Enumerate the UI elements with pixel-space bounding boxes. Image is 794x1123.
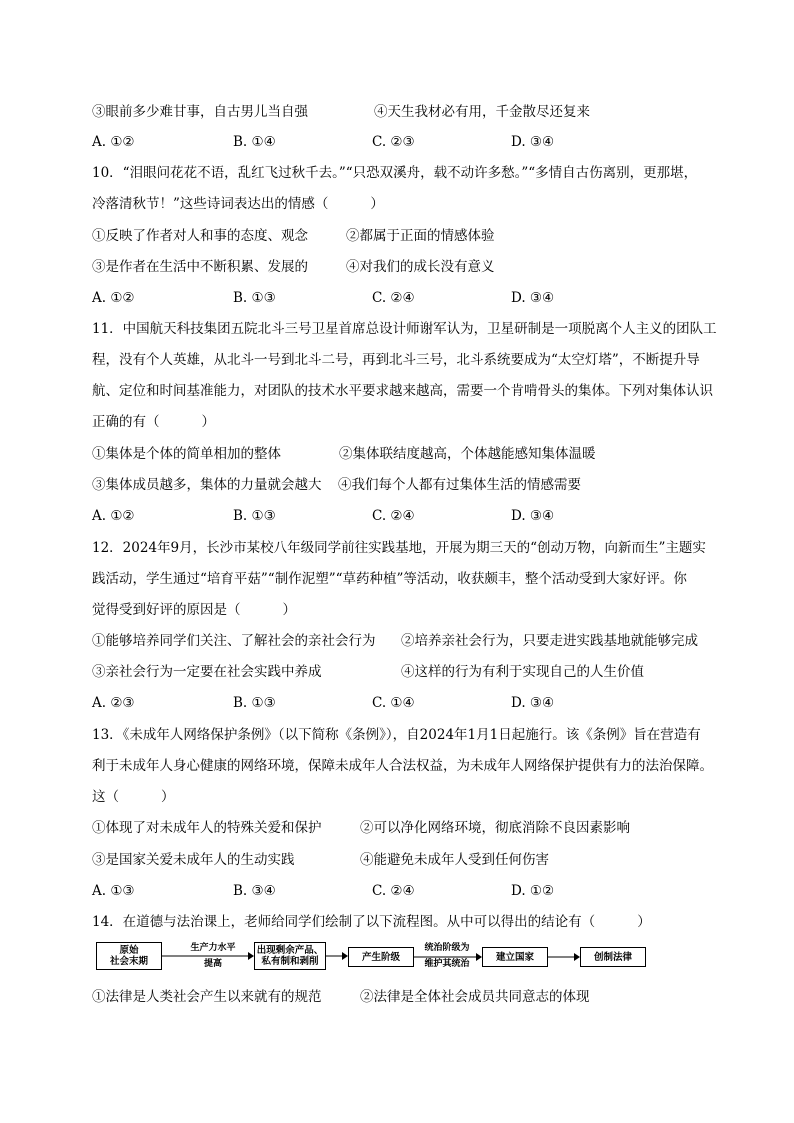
q12-option-a[interactable]: A. ②③: [92, 695, 135, 711]
flow-arrow-2: [326, 950, 348, 962]
flow-box-surplus-private: 出现剩余产品、 私有制和剥削: [254, 942, 326, 970]
q12-stem-line2: 践活动，学生通过“培育平菇”“制作泥塑”“草药种植”等活动，收获颇丰，整个活动受到大家好评。你: [92, 571, 687, 587]
q10-option-a[interactable]: A. ①②: [92, 290, 135, 306]
q11-option-a[interactable]: A. ①②: [92, 508, 135, 524]
q12-stmt4: ④这样的行为有利于实现自己的人生价值: [401, 664, 644, 680]
q10-stmt1: ①反映了作者对人和事的态度、观念: [92, 228, 308, 244]
q10-stmt2: ②都属于正面的情感体验: [346, 228, 495, 244]
q13-option-a[interactable]: A. ①③: [92, 883, 135, 899]
q13-stmt2: ②可以净化网络环境，彻底消除不良因素影响: [360, 820, 630, 836]
flow-box-primitive-society: 原始 社会末期: [96, 942, 162, 970]
q10-option-d[interactable]: D. ③④: [511, 290, 555, 306]
q11-option-c[interactable]: C. ②④: [372, 508, 415, 524]
q10-stmt4: ④对我们的成长没有意义: [346, 259, 495, 275]
q11-stmt2: ②集体联结度越高，个体越能感知集体温暖: [339, 446, 596, 462]
flow-box-classes: 产生阶级: [348, 947, 414, 967]
flow-box-law: 创制法律: [580, 947, 646, 967]
q13-option-d[interactable]: D. ①②: [511, 883, 555, 899]
q10-stmt3: ③是作者在生活中不断积累、发展的: [92, 259, 308, 275]
q12-stem-line1: 12．2024年9月，长沙市某校八年级同学前往实践基地，开展为期三天的“创动万物，向新而生”主题实: [92, 540, 706, 556]
q9-option-b[interactable]: B. ①④: [233, 134, 276, 150]
q14-stmt2: ②法律是全体社会成员共同意志的体现: [360, 989, 590, 1005]
q14-stem-line1: 14．在道德与法治课上，老师给同学们绘制了以下流程图。从中可以得出的结论有（ ）: [92, 914, 651, 930]
q11-stmt3: ③集体成员越多，集体的力量就会越大: [92, 477, 322, 493]
q12-stmt2: ②培养亲社会行为，只要走进实践基地就能够完成: [401, 633, 698, 649]
q12-option-d[interactable]: D. ③④: [511, 695, 555, 711]
q13-stem-line3: 这（ ）: [92, 789, 175, 805]
flow-arrow-3: [414, 951, 482, 963]
q11-stem-line3: 航、定位和时间基准能力，对团队的技术水平要求越来越高，需要一个肯啃骨头的集体。下列对集体认识: [92, 383, 713, 399]
q10-stem-line1: 10．“泪眼问花花不语，乱红飞过秋千去。”“只恐双溪舟，载不动许多愁。”“多情自古伤离别，更那堪，: [92, 165, 698, 181]
q12-stmt3: ③亲社会行为一定要在社会实践中养成: [92, 664, 322, 680]
q13-option-c[interactable]: C. ②④: [372, 883, 415, 899]
q12-option-b[interactable]: B. ①③: [233, 695, 276, 711]
q9-option-c[interactable]: C. ②③: [372, 134, 415, 150]
q9-statements-row2: [92, 103, 308, 121]
q9-stmt3: ③眼前多少难甘事，自古男儿当自强: [92, 104, 308, 120]
q14-stmt1: ①法律是人类社会产生以来就有的规范: [92, 989, 322, 1005]
q9-option-a[interactable]: A. ①②: [92, 134, 135, 150]
flow-label-ruling-class: 统治阶级为 维护其统治: [424, 943, 470, 969]
q13-stmt4: ④能避免未成年人受到任何伤害: [360, 852, 549, 868]
q13-stem-line2: 利于未成年人身心健康的网络环境，保障未成年人合法权益，为未成年人网络保护提供有力的法治保障。: [92, 758, 713, 774]
q12-stmt1: ①能够培养同学们关注、了解社会的亲社会行为: [92, 633, 376, 649]
q13-option-b[interactable]: B. ③④: [233, 883, 276, 899]
q11-stmt1: ①集体是个体的简单相加的整体: [92, 446, 281, 462]
q13-stmt1: ①体现了对未成年人的特殊关爱和保护: [92, 820, 322, 836]
q10-option-c[interactable]: C. ②④: [372, 290, 415, 306]
q13-stem-line1: 13．《未成年人网络保护条例》（以下简称《条例》），自2024年1月1日起施行。该《条例》旨在营造有: [92, 727, 701, 743]
q11-stem-line4: 正确的有（ ）: [92, 414, 215, 430]
q11-stem-line2: 程，没有个人英雄，从北斗一号到北斗二号，再到北斗三号，北斗系统要成为“太空灯塔”，不断提升导: [92, 352, 700, 368]
q11-stem-line1: 11．中国航天科技集团五院北斗三号卫星首席总设计师谢军认为，卫星研制是一项脱离个人主义的团队工: [92, 321, 717, 337]
q10-option-b[interactable]: B. ①③: [233, 290, 276, 306]
flow-arrow-1: [162, 950, 254, 962]
q11-option-d[interactable]: D. ③④: [511, 508, 555, 524]
q13-stmt3: ③是国家关爱未成年人的生动实践: [92, 852, 295, 868]
flow-label-productivity: 生产力水平 提高: [190, 943, 236, 969]
flow-box-state: 建立国家: [482, 947, 548, 967]
q11-option-b[interactable]: B. ①③: [233, 508, 276, 524]
q12-stem-line3: 觉得受到好评的原因是（ ）: [92, 602, 296, 618]
flow-arrow-4: [548, 951, 580, 963]
q12-option-c[interactable]: C. ①④: [372, 695, 415, 711]
q9-stmt4: ④天生我材必有用，千金散尽还复来: [374, 104, 590, 120]
q10-stem-line2: 冷落清秋节！”这些诗词表达出的情感（ ）: [92, 196, 384, 212]
q11-stmt4: ④我们每个人都有过集体生活的情感需要: [338, 477, 581, 493]
q9-option-d[interactable]: D. ③④: [511, 134, 555, 150]
